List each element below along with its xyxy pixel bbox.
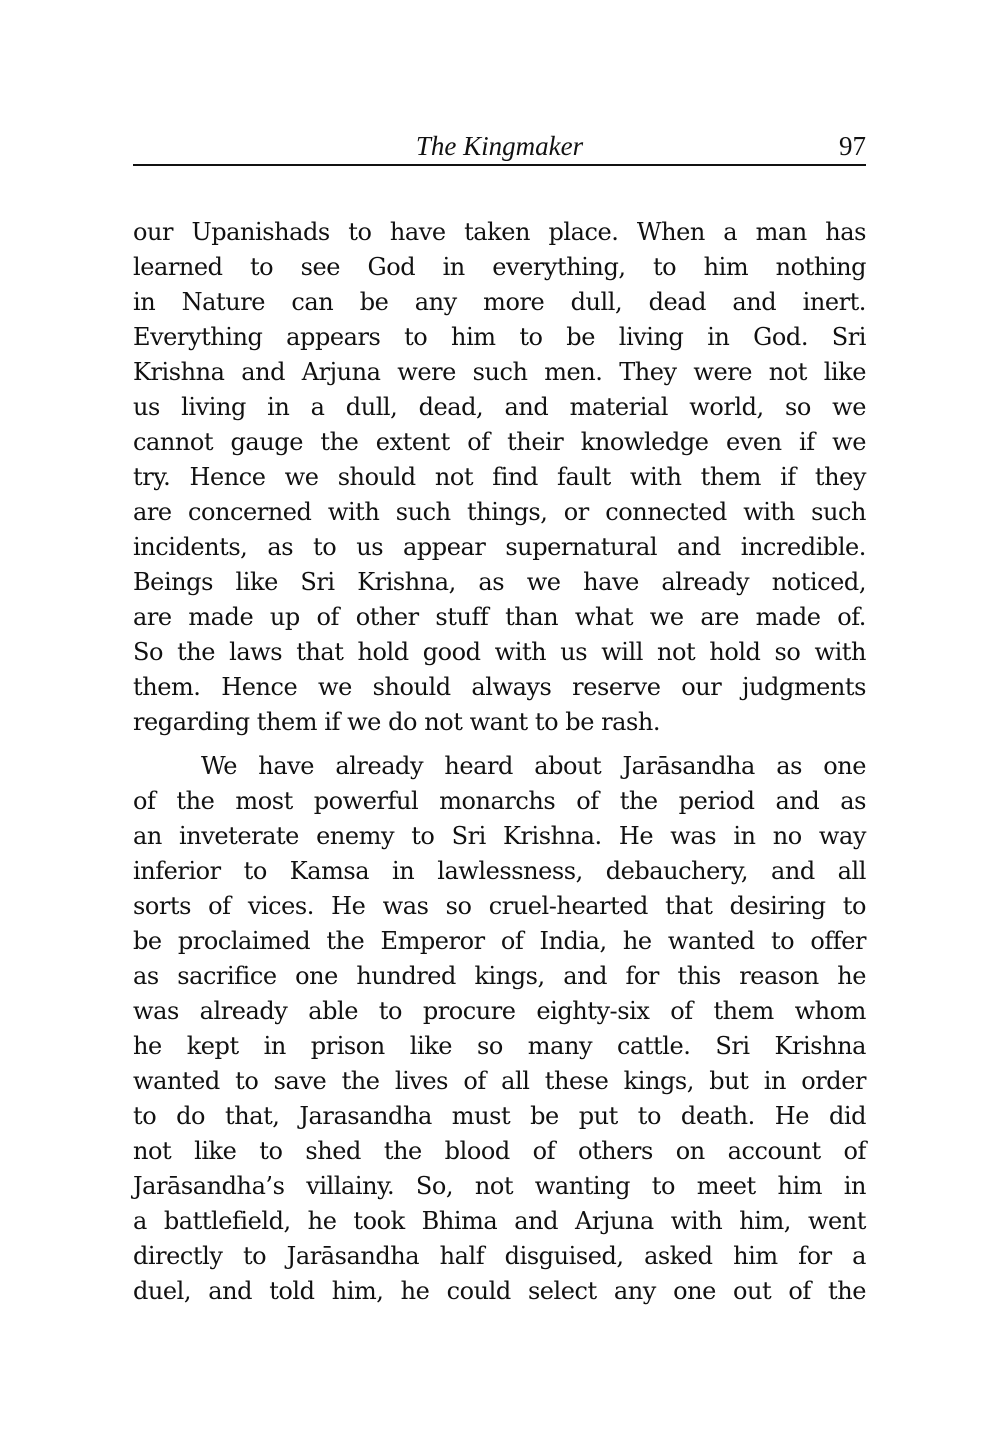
text-line: us living in a dull, dead, and material world, so we <box>133 393 866 421</box>
text-line: Everything appears to him to be living in God. Sri <box>133 323 866 351</box>
text-line: incidents, as to us appear supernatural and incredible. <box>133 533 866 561</box>
running-title: The Kingmaker <box>415 131 584 161</box>
running-head <box>133 128 866 166</box>
text-line: are concerned with such things, or connected with such <box>133 498 866 526</box>
text-line: a battlefield, he took Bhima and Arjuna with him, went <box>133 1207 866 1235</box>
text-line: learned to see God in everything, to him nothing <box>133 253 866 281</box>
text-line: was already able to procure eighty-six of them whom <box>133 997 866 1025</box>
paragraph-gap <box>133 740 866 749</box>
text-line: duel, and told him, he could select any one out of the <box>133 1277 866 1305</box>
text-line: he kept in prison like so many cattle. Sri Krishna <box>133 1032 866 1060</box>
text-line: sorts of vices. He was so cruel-hearted that desiring to <box>133 892 866 920</box>
text-line: in Nature can be any more dull, dead and inert. <box>133 288 866 316</box>
text-line: not like to shed the blood of others on account of <box>133 1137 866 1165</box>
text-line: as sacrifice one hundred kings, and for this reason he <box>133 962 866 990</box>
text-line: We have already heard about Jarāsandha as one <box>201 752 866 780</box>
page-number: 97 <box>839 131 866 161</box>
text-line: inferior to Kamsa in lawlessness, debauchery, and all <box>133 857 866 885</box>
text-line: wanted to save the lives of all these kings, but in order <box>133 1067 866 1095</box>
text-line: try. Hence we should not find fault with them if they <box>133 463 866 491</box>
text-line: them. Hence we should always reserve our judgments <box>133 673 866 701</box>
text-line: directly to Jarāsandha half disguised, asked him for a <box>133 1242 866 1270</box>
text-line: Krishna and Arjuna were such men. They were not like <box>133 358 866 386</box>
text-line: So the laws that hold good with us will not hold so with <box>133 638 866 666</box>
paragraph-continued <box>133 215 866 740</box>
text-line: our Upanishads to have taken place. When a man has <box>133 218 866 246</box>
text-line: an inveterate enemy to Sri Krishna. He was in no way <box>133 822 866 850</box>
text-line: cannot gauge the extent of their knowledge even if we <box>133 428 866 456</box>
text-line: to do that, Jarasandha must be put to death. He did <box>133 1102 866 1130</box>
text-line: of the most powerful monarchs of the period and as <box>133 787 866 815</box>
text-line: are made up of other stuff than what we are made of. <box>133 603 866 631</box>
text-line: regarding them if we do not want to be rash. <box>133 708 661 736</box>
text-line: Beings like Sri Krishna, as we have already noticed, <box>133 568 866 596</box>
text-line: be proclaimed the Emperor of India, he wanted to offer <box>133 927 866 955</box>
text-line: Jarāsandha’s villainy. So, not wanting to meet him in <box>133 1172 866 1200</box>
body-text <box>133 215 866 1309</box>
paragraph-jarasandha <box>133 749 866 1309</box>
